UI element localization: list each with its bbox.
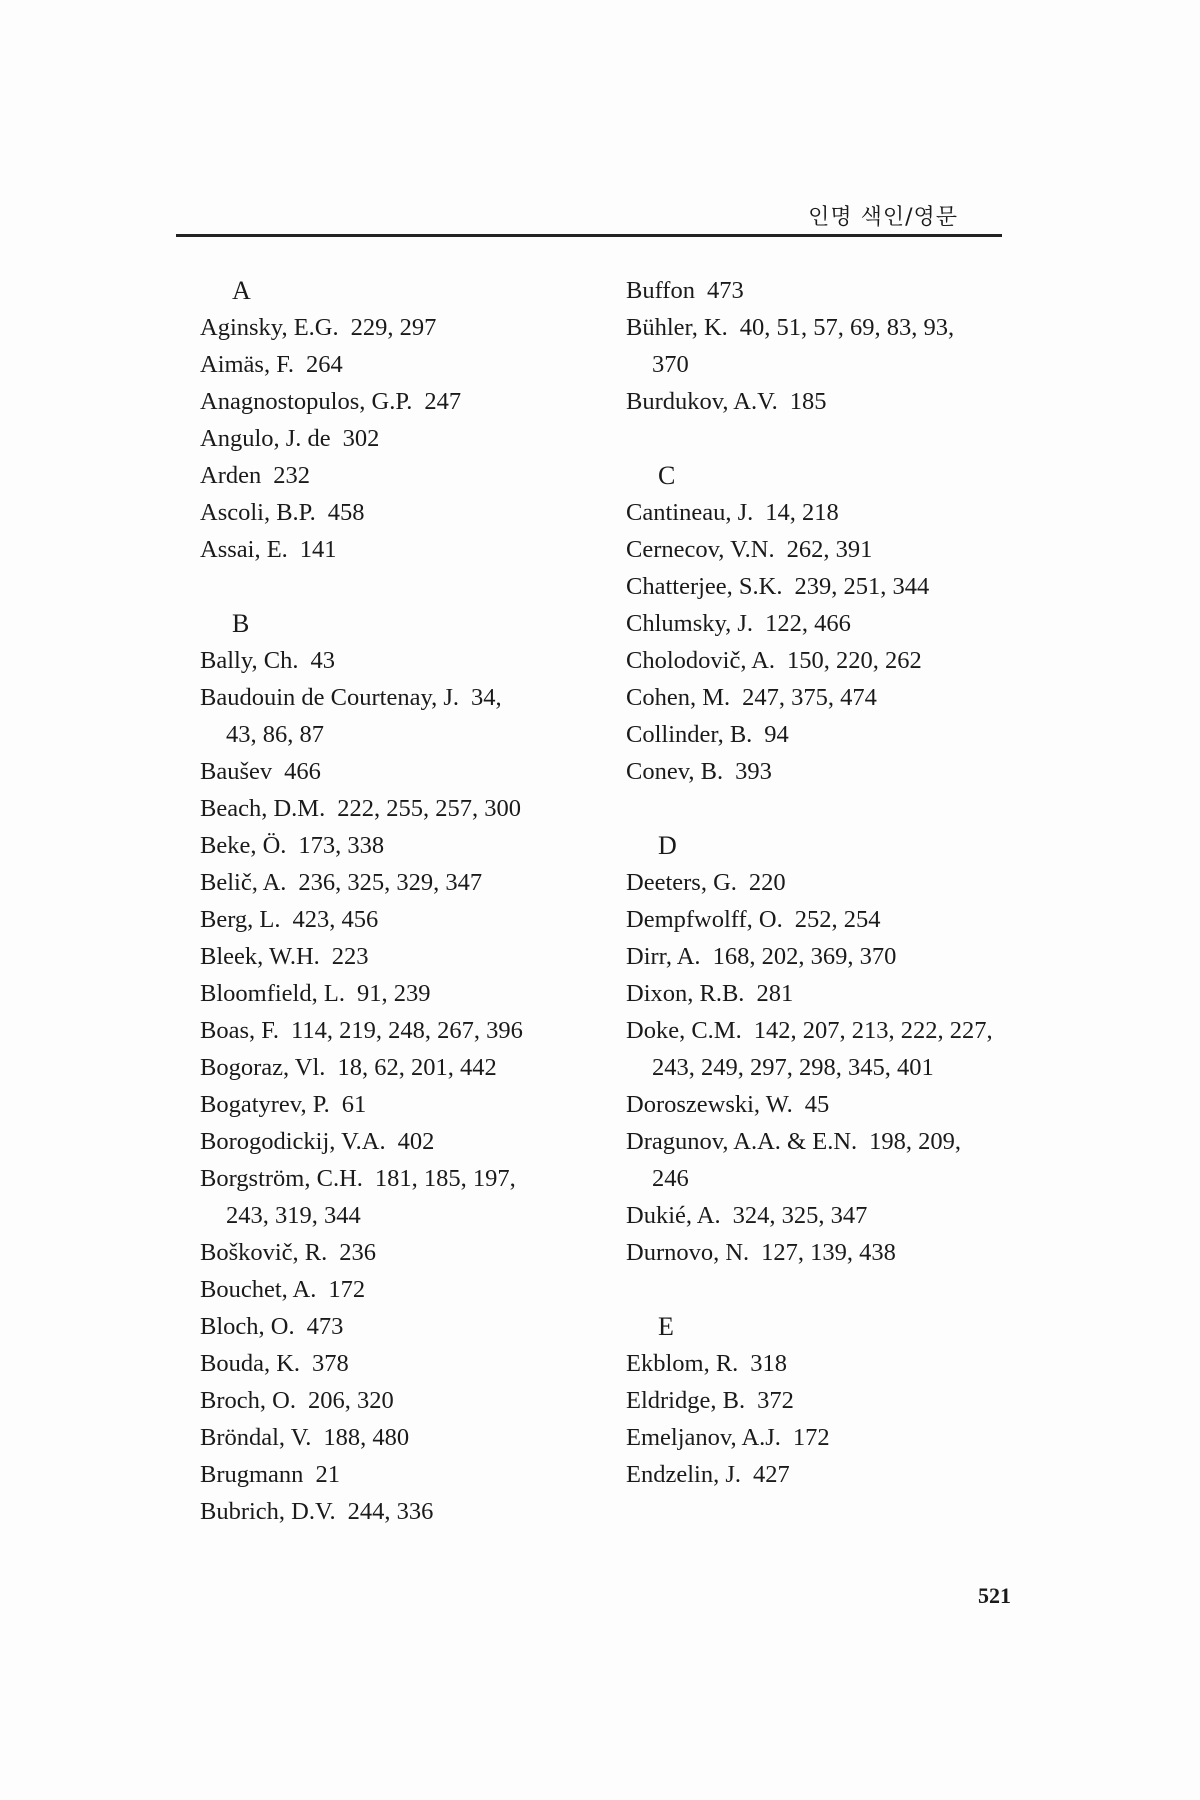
entry-name: Chatterjee, S.K.: [626, 573, 783, 600]
index-entry: [200, 790, 620, 827]
index-entry: [626, 864, 1046, 901]
index-entry: [200, 864, 620, 901]
index-entry: [626, 383, 1046, 420]
entry-name: Dukié, A.: [626, 1202, 721, 1229]
entry-pages: 393: [735, 758, 772, 785]
entry-pages: 239, 251, 344: [794, 573, 930, 600]
entry-name: Dragunov, A.A. & E.N.: [626, 1128, 858, 1155]
index-entry: [200, 1382, 620, 1419]
entry-pages: 21: [315, 1461, 340, 1488]
entry-continuation: 243, 319, 344: [226, 1202, 361, 1229]
index-entry: [200, 1160, 620, 1197]
index-column-left: [200, 272, 620, 1530]
entry-continuation: 43, 86, 87: [226, 721, 324, 748]
entry-name: Ascoli, B.P.: [200, 499, 316, 526]
entry-pages: 198, 209,: [869, 1128, 962, 1155]
entry-pages: 45: [804, 1091, 830, 1118]
index-entry: [200, 1086, 620, 1123]
entry-name: Ekblom, R.: [626, 1350, 739, 1377]
index-entry: [626, 494, 1046, 531]
index-entry: [626, 1234, 1046, 1271]
section-letter-c: C: [658, 461, 676, 490]
entry-pages: 423, 456: [292, 906, 379, 933]
entry-name: Bouchet, A.: [200, 1276, 317, 1303]
index-entry: [200, 975, 620, 1012]
entry-pages: 223: [331, 943, 369, 970]
index-entry: [626, 1419, 1046, 1456]
entry-name: Bouda, K.: [200, 1350, 301, 1377]
entry-name: Bröndal, V.: [200, 1424, 312, 1451]
section-letter-d: D: [658, 831, 677, 860]
entry-pages: 324, 325, 347: [732, 1202, 868, 1229]
index-entry: [200, 346, 620, 383]
entry-name: Boas, F.: [200, 1017, 280, 1044]
index-entry: [626, 1123, 1046, 1160]
entry-pages: 222, 255, 257, 300: [337, 795, 521, 822]
section-gap: [200, 568, 620, 605]
index-entry: [200, 1345, 620, 1382]
entry-pages: 318: [750, 1350, 788, 1377]
page-number: 521: [978, 1583, 1011, 1608]
entry-name: Dixon, R.B.: [626, 980, 745, 1007]
entry-pages: 402: [397, 1128, 435, 1155]
entry-pages: 34,: [471, 684, 502, 711]
section-gap: [626, 790, 1046, 827]
header-rule: [176, 234, 1002, 237]
entry-name: Brugmann: [200, 1461, 304, 1488]
entry-name: Assai, E.: [200, 536, 288, 563]
index-entry: [200, 1308, 620, 1345]
index-entry: [626, 1382, 1046, 1419]
entry-name: Doroszewski, W.: [626, 1091, 793, 1118]
entry-name: Conev, B.: [626, 758, 724, 785]
entry-pages: 236, 325, 329, 347: [298, 869, 483, 896]
index-entry: [200, 1456, 620, 1493]
index-entry: [200, 1271, 620, 1308]
index-entry: [626, 753, 1046, 790]
index-entry: [200, 1123, 620, 1160]
index-entry: [626, 1456, 1046, 1493]
index-entry: [200, 309, 620, 346]
entry-name: Endzelin, J.: [626, 1461, 741, 1488]
entry-name: Cantineau, J.: [626, 499, 754, 526]
index-entry: [626, 1197, 1046, 1234]
entry-pages: 232: [273, 462, 310, 489]
entry-pages: 372: [757, 1387, 794, 1414]
entry-pages: 473: [306, 1313, 344, 1340]
index-entry: [626, 309, 1046, 346]
entry-pages: 61: [341, 1091, 367, 1118]
entry-name: Bubrich, D.V.: [200, 1498, 336, 1525]
entry-pages: 150, 220, 262: [787, 647, 922, 674]
running-head: 인명 색인/영문: [808, 205, 958, 230]
entry-pages: 40, 51, 57, 69, 83, 93,: [739, 314, 955, 341]
entry-name: Bogatyrev, P.: [200, 1091, 330, 1118]
entry-name: Borgström, C.H.: [200, 1165, 363, 1192]
index-entry: [200, 420, 620, 457]
entry-name: Beke, Ö.: [200, 832, 287, 859]
index-entry: [626, 1086, 1046, 1123]
entry-name: Aimäs, F.: [200, 351, 295, 378]
entry-pages: 127, 139, 438: [761, 1239, 896, 1266]
entry-pages: 94: [764, 721, 789, 748]
index-entry: [626, 568, 1046, 605]
entry-name: Burdukov, A.V.: [626, 388, 778, 415]
entry-name: Durnovo, N.: [626, 1239, 750, 1266]
entry-name: Baudouin de Courtenay, J.: [200, 684, 460, 711]
entry-pages: 473: [706, 277, 744, 304]
entry-pages: 43: [310, 647, 335, 674]
index-entry: [200, 642, 620, 679]
entry-name: Bühler, K.: [626, 314, 728, 341]
index-entry: [626, 938, 1046, 975]
entry-name: Aginsky, E.G.: [200, 314, 339, 341]
index-entry: [626, 272, 1046, 309]
entry-name: Doke, C.M.: [626, 1017, 742, 1044]
entry-pages: 302: [342, 425, 380, 452]
entry-name: Angulo, J. de: [200, 425, 331, 452]
entry-name: Boškovič, R.: [200, 1239, 328, 1266]
entry-name: Bloomfield, L.: [200, 980, 345, 1007]
index-entry: [626, 1345, 1046, 1382]
section-letter-e: E: [658, 1312, 674, 1341]
entry-name: Dirr, A.: [626, 943, 701, 970]
index-entry: [200, 1493, 620, 1530]
entry-name: Emeljanov, A.J.: [626, 1424, 781, 1451]
index-entry: [200, 1012, 620, 1049]
section-gap: [626, 420, 1046, 457]
entry-name: Bloch, O.: [200, 1313, 295, 1340]
entry-pages: 172: [328, 1276, 366, 1303]
entry-continuation: 243, 249, 297, 298, 345, 401: [652, 1054, 934, 1081]
entry-pages: 247, 375, 474: [742, 684, 877, 711]
index-entry: [200, 1419, 620, 1456]
entry-continuation: 370: [652, 351, 689, 378]
index-entry: [200, 383, 620, 420]
entry-pages: 188, 480: [323, 1424, 410, 1451]
section-letter-a: A: [232, 276, 251, 305]
entry-name: Baušev: [200, 758, 273, 785]
entry-pages: 141: [299, 536, 337, 563]
entry-pages: 247: [424, 388, 462, 415]
entry-name: Dempfwolff, O.: [626, 906, 783, 933]
section-letter-b: B: [232, 609, 250, 638]
entry-name: Bleek, W.H.: [200, 943, 320, 970]
section-gap: [626, 1271, 1046, 1308]
index-entry: [200, 531, 620, 568]
entry-pages: 18, 62, 201, 442: [337, 1054, 497, 1081]
entry-pages: 252, 254: [794, 906, 881, 933]
index-entry: [626, 531, 1046, 568]
index-entry: [200, 1234, 620, 1271]
entry-name: Broch, O.: [200, 1387, 296, 1414]
entry-pages: 458: [327, 499, 365, 526]
entry-pages: 206, 320: [307, 1387, 394, 1414]
entry-pages: 114, 219, 248, 267, 396: [291, 1017, 523, 1044]
entry-pages: 181, 185, 197,: [374, 1165, 516, 1192]
entry-name: Buffon: [626, 277, 695, 304]
entry-pages: 281: [756, 980, 794, 1007]
entry-pages: 264: [306, 351, 343, 378]
index-entry: [200, 1049, 620, 1086]
entry-name: Cholodovič, A.: [626, 647, 776, 674]
entry-pages: 142, 207, 213, 222, 227,: [753, 1017, 993, 1044]
entry-pages: 172: [792, 1424, 830, 1451]
entry-pages: 378: [312, 1350, 349, 1377]
index-entry: [200, 827, 620, 864]
index-entry: [626, 901, 1046, 938]
entry-pages: 220: [748, 869, 786, 896]
entry-name: Cohen, M.: [626, 684, 731, 711]
entry-pages: 173, 338: [298, 832, 385, 859]
index-entry: [626, 716, 1046, 753]
index-entry: [200, 938, 620, 975]
entry-pages: 427: [753, 1461, 790, 1488]
entry-name: Borogodickij, V.A.: [200, 1128, 386, 1155]
entry-name: Bogoraz, Vl.: [200, 1054, 326, 1081]
entry-name: Collinder, B.: [626, 721, 753, 748]
index-entry: [626, 1012, 1046, 1049]
entry-name: Anagnostopulos, G.P.: [200, 388, 413, 415]
index-entry: [200, 901, 620, 938]
index-entry: [626, 605, 1046, 642]
entry-pages: 229, 297: [350, 314, 437, 341]
entry-name: Belič, A.: [200, 869, 287, 896]
entry-pages: 168, 202, 369, 370: [712, 943, 897, 970]
index-entry: [200, 494, 620, 531]
entry-name: Chlumsky, J.: [626, 610, 754, 637]
entry-pages: 185: [789, 388, 827, 415]
entry-pages: 122, 466: [765, 610, 851, 637]
entry-pages: 244, 336: [347, 1498, 434, 1525]
entry-name: Berg, L.: [200, 906, 281, 933]
entry-name: Beach, D.M.: [200, 795, 326, 822]
entry-pages: 14, 218: [765, 499, 839, 526]
index-entry: [626, 642, 1046, 679]
entry-pages: 466: [284, 758, 321, 785]
entry-name: Eldridge, B.: [626, 1387, 746, 1414]
index-entry: [200, 753, 620, 790]
index-column-right: [626, 272, 1046, 1493]
entry-continuation: 246: [652, 1165, 689, 1192]
entry-name: Bally, Ch.: [200, 647, 299, 674]
entry-name: Cernecov, V.N.: [626, 536, 775, 563]
entry-pages: 262, 391: [786, 536, 873, 563]
index-entry: [200, 457, 620, 494]
entry-pages: 236: [339, 1239, 377, 1266]
index-entry: [626, 975, 1046, 1012]
index-entry: [626, 679, 1046, 716]
entry-name: Deeters, G.: [626, 869, 737, 896]
index-entry: [200, 679, 620, 716]
entry-pages: 91, 239: [356, 980, 431, 1007]
entry-name: Arden: [200, 462, 262, 489]
